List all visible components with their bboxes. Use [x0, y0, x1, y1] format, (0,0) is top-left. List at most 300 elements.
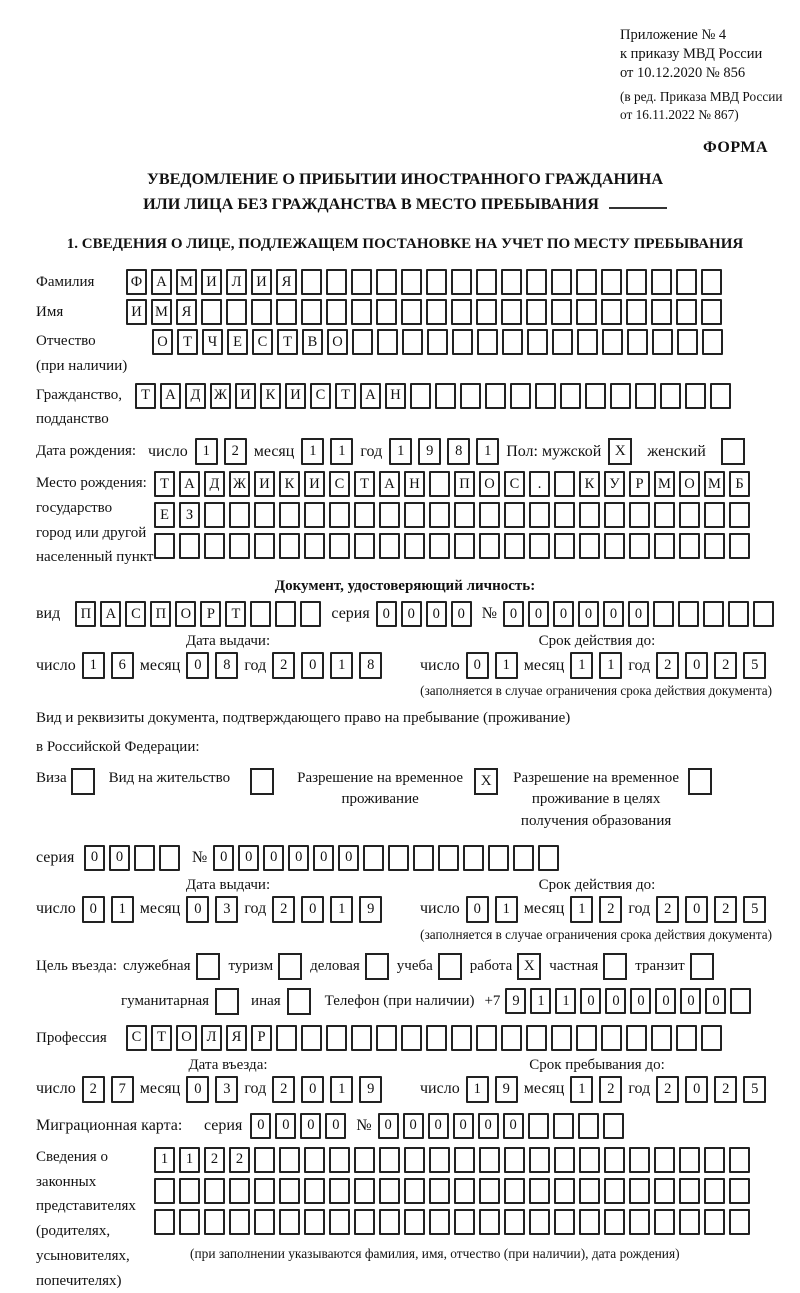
- char-cell[interactable]: [651, 1025, 672, 1051]
- char-cell[interactable]: В: [302, 329, 323, 355]
- char-cell[interactable]: [479, 1147, 500, 1173]
- char-cell[interactable]: Д: [204, 471, 225, 497]
- char-cell[interactable]: [426, 1025, 447, 1051]
- char-cell[interactable]: [488, 845, 509, 871]
- char-cell[interactable]: [576, 269, 597, 295]
- char-cell[interactable]: 0: [680, 988, 701, 1014]
- char-cell[interactable]: [604, 502, 625, 528]
- char-cell[interactable]: [652, 329, 673, 355]
- char-cell[interactable]: [379, 502, 400, 528]
- char-cell[interactable]: 0: [109, 845, 130, 871]
- char-cell[interactable]: [304, 1178, 325, 1204]
- char-cell[interactable]: [301, 299, 322, 325]
- char-cell[interactable]: [577, 329, 598, 355]
- char-cell[interactable]: [329, 502, 350, 528]
- char-cell[interactable]: [454, 1147, 475, 1173]
- char-cell[interactable]: 2: [272, 896, 295, 923]
- char-cell[interactable]: [454, 533, 475, 559]
- char-cell[interactable]: [351, 269, 372, 295]
- char-cell[interactable]: 0: [401, 601, 422, 627]
- char-cell[interactable]: [279, 1209, 300, 1235]
- char-cell[interactable]: [429, 471, 450, 497]
- char-cell[interactable]: 5: [743, 652, 766, 679]
- char-cell[interactable]: [276, 299, 297, 325]
- char-cell[interactable]: [729, 1209, 750, 1235]
- char-cell[interactable]: [134, 845, 155, 871]
- char-cell[interactable]: 8: [359, 652, 382, 679]
- char-cell[interactable]: [463, 845, 484, 871]
- char-cell[interactable]: [479, 1209, 500, 1235]
- char-cell[interactable]: 0: [528, 601, 549, 627]
- char-cell[interactable]: [529, 1209, 550, 1235]
- char-cell[interactable]: 5: [743, 1076, 766, 1103]
- char-cell[interactable]: [388, 845, 409, 871]
- char-cell[interactable]: [363, 845, 384, 871]
- char-cell[interactable]: Л: [226, 269, 247, 295]
- char-cell[interactable]: [279, 1147, 300, 1173]
- char-cell[interactable]: [610, 383, 631, 409]
- char-cell[interactable]: 0: [580, 988, 601, 1014]
- char-cell[interactable]: [504, 1178, 525, 1204]
- char-cell[interactable]: [454, 502, 475, 528]
- char-cell[interactable]: [329, 1178, 350, 1204]
- char-cell[interactable]: С: [125, 601, 146, 627]
- char-cell[interactable]: [329, 1147, 350, 1173]
- char-cell[interactable]: 0: [213, 845, 234, 871]
- char-cell[interactable]: 1: [330, 438, 353, 465]
- char-cell[interactable]: Я: [276, 269, 297, 295]
- char-cell[interactable]: [279, 533, 300, 559]
- char-cell[interactable]: [679, 502, 700, 528]
- char-cell[interactable]: А: [360, 383, 381, 409]
- char-cell[interactable]: [753, 601, 774, 627]
- char-cell[interactable]: 6: [111, 652, 134, 679]
- char-cell[interactable]: 1: [530, 988, 551, 1014]
- char-cell[interactable]: Ж: [229, 471, 250, 497]
- char-cell[interactable]: [204, 1209, 225, 1235]
- char-cell[interactable]: [476, 269, 497, 295]
- char-cell[interactable]: 0: [325, 1113, 346, 1139]
- char-cell[interactable]: [250, 601, 271, 627]
- char-cell[interactable]: 3: [215, 1076, 238, 1103]
- char-cell[interactable]: [604, 1178, 625, 1204]
- char-cell[interactable]: Т: [177, 329, 198, 355]
- char-cell[interactable]: Я: [226, 1025, 247, 1051]
- char-cell[interactable]: [301, 269, 322, 295]
- char-cell[interactable]: [304, 533, 325, 559]
- char-cell[interactable]: [701, 1025, 722, 1051]
- char-cell[interactable]: 0: [238, 845, 259, 871]
- purpose-private-checkbox[interactable]: [603, 953, 627, 980]
- char-cell[interactable]: Т: [225, 601, 246, 627]
- char-cell[interactable]: 2: [599, 896, 622, 923]
- char-cell[interactable]: 2: [204, 1147, 225, 1173]
- char-cell[interactable]: А: [179, 471, 200, 497]
- char-cell[interactable]: 0: [453, 1113, 474, 1139]
- char-cell[interactable]: [401, 1025, 422, 1051]
- char-cell[interactable]: 1: [570, 896, 593, 923]
- char-cell[interactable]: [352, 329, 373, 355]
- char-cell[interactable]: [552, 329, 573, 355]
- char-cell[interactable]: К: [579, 471, 600, 497]
- char-cell[interactable]: [351, 299, 372, 325]
- char-cell[interactable]: [551, 1025, 572, 1051]
- char-cell[interactable]: 1: [111, 896, 134, 923]
- char-cell[interactable]: [653, 601, 674, 627]
- char-cell[interactable]: С: [252, 329, 273, 355]
- char-cell[interactable]: [529, 1178, 550, 1204]
- char-cell[interactable]: [554, 533, 575, 559]
- char-cell[interactable]: Р: [200, 601, 221, 627]
- visa-checkbox[interactable]: [71, 768, 95, 795]
- char-cell[interactable]: С: [310, 383, 331, 409]
- char-cell[interactable]: М: [151, 299, 172, 325]
- char-cell[interactable]: [729, 502, 750, 528]
- char-cell[interactable]: 7: [111, 1076, 134, 1103]
- char-cell[interactable]: [229, 1209, 250, 1235]
- char-cell[interactable]: [579, 1209, 600, 1235]
- char-cell[interactable]: Т: [335, 383, 356, 409]
- char-cell[interactable]: Р: [251, 1025, 272, 1051]
- char-cell[interactable]: [626, 269, 647, 295]
- char-cell[interactable]: [551, 269, 572, 295]
- char-cell[interactable]: [704, 533, 725, 559]
- char-cell[interactable]: И: [201, 269, 222, 295]
- char-cell[interactable]: 0: [603, 601, 624, 627]
- char-cell[interactable]: 1: [599, 652, 622, 679]
- char-cell[interactable]: [703, 601, 724, 627]
- sex-female-checkbox[interactable]: [721, 438, 745, 465]
- char-cell[interactable]: [179, 1178, 200, 1204]
- char-cell[interactable]: [429, 1209, 450, 1235]
- char-cell[interactable]: О: [176, 1025, 197, 1051]
- char-cell[interactable]: [654, 1178, 675, 1204]
- char-cell[interactable]: [677, 329, 698, 355]
- char-cell[interactable]: [504, 1209, 525, 1235]
- char-cell[interactable]: 2: [656, 652, 679, 679]
- char-cell[interactable]: [460, 383, 481, 409]
- char-cell[interactable]: [454, 1178, 475, 1204]
- char-cell[interactable]: 1: [330, 896, 353, 923]
- char-cell[interactable]: [554, 1209, 575, 1235]
- char-cell[interactable]: Т: [354, 471, 375, 497]
- char-cell[interactable]: [154, 533, 175, 559]
- char-cell[interactable]: О: [327, 329, 348, 355]
- char-cell[interactable]: [535, 383, 556, 409]
- char-cell[interactable]: [429, 502, 450, 528]
- purpose-other-checkbox[interactable]: [287, 988, 311, 1015]
- char-cell[interactable]: [451, 1025, 472, 1051]
- char-cell[interactable]: 0: [186, 652, 209, 679]
- char-cell[interactable]: [676, 299, 697, 325]
- char-cell[interactable]: [635, 383, 656, 409]
- char-cell[interactable]: О: [679, 471, 700, 497]
- char-cell[interactable]: 2: [272, 1076, 295, 1103]
- char-cell[interactable]: [254, 1147, 275, 1173]
- char-cell[interactable]: [529, 502, 550, 528]
- char-cell[interactable]: 3: [215, 896, 238, 923]
- char-cell[interactable]: [204, 1178, 225, 1204]
- char-cell[interactable]: [304, 1209, 325, 1235]
- char-cell[interactable]: 0: [403, 1113, 424, 1139]
- char-cell[interactable]: [454, 1209, 475, 1235]
- char-cell[interactable]: [429, 1178, 450, 1204]
- char-cell[interactable]: 5: [743, 896, 766, 923]
- char-cell[interactable]: [629, 1209, 650, 1235]
- char-cell[interactable]: [654, 533, 675, 559]
- char-cell[interactable]: [179, 1209, 200, 1235]
- char-cell[interactable]: 1: [330, 1076, 353, 1103]
- char-cell[interactable]: П: [150, 601, 171, 627]
- char-cell[interactable]: И: [251, 269, 272, 295]
- char-cell[interactable]: Т: [135, 383, 156, 409]
- char-cell[interactable]: З: [179, 502, 200, 528]
- residence-permit-checkbox[interactable]: [250, 768, 274, 795]
- char-cell[interactable]: И: [235, 383, 256, 409]
- char-cell[interactable]: 0: [301, 1076, 324, 1103]
- char-cell[interactable]: [354, 1209, 375, 1235]
- char-cell[interactable]: [501, 299, 522, 325]
- char-cell[interactable]: [526, 1025, 547, 1051]
- char-cell[interactable]: [701, 269, 722, 295]
- char-cell[interactable]: 0: [263, 845, 284, 871]
- char-cell[interactable]: 9: [359, 896, 382, 923]
- char-cell[interactable]: [254, 1209, 275, 1235]
- char-cell[interactable]: [654, 1147, 675, 1173]
- char-cell[interactable]: 2: [714, 1076, 737, 1103]
- char-cell[interactable]: 9: [505, 988, 526, 1014]
- char-cell[interactable]: [654, 502, 675, 528]
- char-cell[interactable]: А: [160, 383, 181, 409]
- char-cell[interactable]: [452, 329, 473, 355]
- purpose-tourism-checkbox[interactable]: [278, 953, 302, 980]
- char-cell[interactable]: И: [126, 299, 147, 325]
- char-cell[interactable]: 1: [495, 896, 518, 923]
- char-cell[interactable]: 9: [495, 1076, 518, 1103]
- char-cell[interactable]: 0: [685, 1076, 708, 1103]
- char-cell[interactable]: 0: [628, 601, 649, 627]
- char-cell[interactable]: 0: [578, 601, 599, 627]
- char-cell[interactable]: Ж: [210, 383, 231, 409]
- char-cell[interactable]: [576, 299, 597, 325]
- char-cell[interactable]: [300, 601, 321, 627]
- char-cell[interactable]: 1: [466, 1076, 489, 1103]
- char-cell[interactable]: Т: [154, 471, 175, 497]
- char-cell[interactable]: [479, 533, 500, 559]
- char-cell[interactable]: [251, 299, 272, 325]
- char-cell[interactable]: 9: [418, 438, 441, 465]
- char-cell[interactable]: 8: [447, 438, 470, 465]
- char-cell[interactable]: Я: [176, 299, 197, 325]
- char-cell[interactable]: [679, 1147, 700, 1173]
- char-cell[interactable]: [379, 1178, 400, 1204]
- char-cell[interactable]: [679, 1209, 700, 1235]
- char-cell[interactable]: [377, 329, 398, 355]
- char-cell[interactable]: [279, 502, 300, 528]
- char-cell[interactable]: [477, 329, 498, 355]
- char-cell[interactable]: П: [75, 601, 96, 627]
- char-cell[interactable]: 8: [215, 652, 238, 679]
- char-cell[interactable]: [410, 383, 431, 409]
- char-cell[interactable]: [329, 1209, 350, 1235]
- char-cell[interactable]: Т: [277, 329, 298, 355]
- char-cell[interactable]: [413, 845, 434, 871]
- char-cell[interactable]: М: [654, 471, 675, 497]
- char-cell[interactable]: И: [285, 383, 306, 409]
- char-cell[interactable]: С: [329, 471, 350, 497]
- char-cell[interactable]: [676, 269, 697, 295]
- char-cell[interactable]: 0: [466, 652, 489, 679]
- char-cell[interactable]: И: [304, 471, 325, 497]
- char-cell[interactable]: [627, 329, 648, 355]
- char-cell[interactable]: [513, 845, 534, 871]
- char-cell[interactable]: [554, 502, 575, 528]
- char-cell[interactable]: 0: [288, 845, 309, 871]
- char-cell[interactable]: [710, 383, 731, 409]
- char-cell[interactable]: [304, 502, 325, 528]
- char-cell[interactable]: М: [176, 269, 197, 295]
- char-cell[interactable]: [254, 1178, 275, 1204]
- char-cell[interactable]: 0: [338, 845, 359, 871]
- char-cell[interactable]: [485, 383, 506, 409]
- char-cell[interactable]: М: [704, 471, 725, 497]
- char-cell[interactable]: 0: [630, 988, 651, 1014]
- char-cell[interactable]: [579, 533, 600, 559]
- purpose-study-checkbox[interactable]: [438, 953, 462, 980]
- char-cell[interactable]: .: [529, 471, 550, 497]
- char-cell[interactable]: [404, 1147, 425, 1173]
- char-cell[interactable]: 1: [330, 652, 353, 679]
- char-cell[interactable]: [729, 533, 750, 559]
- char-cell[interactable]: [304, 1147, 325, 1173]
- char-cell[interactable]: [426, 299, 447, 325]
- char-cell[interactable]: [438, 845, 459, 871]
- char-cell[interactable]: [602, 329, 623, 355]
- char-cell[interactable]: [401, 299, 422, 325]
- char-cell[interactable]: [679, 1178, 700, 1204]
- char-cell[interactable]: 1: [476, 438, 499, 465]
- char-cell[interactable]: [301, 1025, 322, 1051]
- char-cell[interactable]: С: [504, 471, 525, 497]
- char-cell[interactable]: [528, 1113, 549, 1139]
- char-cell[interactable]: П: [454, 471, 475, 497]
- char-cell[interactable]: 0: [426, 601, 447, 627]
- char-cell[interactable]: 0: [605, 988, 626, 1014]
- char-cell[interactable]: [676, 1025, 697, 1051]
- char-cell[interactable]: С: [126, 1025, 147, 1051]
- char-cell[interactable]: [504, 1147, 525, 1173]
- char-cell[interactable]: 1: [179, 1147, 200, 1173]
- char-cell[interactable]: [730, 988, 751, 1014]
- char-cell[interactable]: К: [279, 471, 300, 497]
- char-cell[interactable]: [704, 1147, 725, 1173]
- char-cell[interactable]: Р: [629, 471, 650, 497]
- char-cell[interactable]: [254, 502, 275, 528]
- char-cell[interactable]: О: [175, 601, 196, 627]
- purpose-official-checkbox[interactable]: [196, 953, 220, 980]
- char-cell[interactable]: [229, 533, 250, 559]
- char-cell[interactable]: [404, 1209, 425, 1235]
- char-cell[interactable]: [326, 299, 347, 325]
- char-cell[interactable]: [354, 502, 375, 528]
- char-cell[interactable]: 0: [451, 601, 472, 627]
- char-cell[interactable]: [404, 502, 425, 528]
- purpose-work-checkbox[interactable]: X: [517, 953, 541, 980]
- char-cell[interactable]: Н: [385, 383, 406, 409]
- char-cell[interactable]: К: [260, 383, 281, 409]
- char-cell[interactable]: [479, 502, 500, 528]
- char-cell[interactable]: [576, 1025, 597, 1051]
- char-cell[interactable]: [604, 1209, 625, 1235]
- temp-residence-checkbox[interactable]: X: [474, 768, 498, 795]
- char-cell[interactable]: 1: [570, 652, 593, 679]
- char-cell[interactable]: 2: [714, 652, 737, 679]
- char-cell[interactable]: [704, 1209, 725, 1235]
- char-cell[interactable]: [553, 1113, 574, 1139]
- char-cell[interactable]: 0: [300, 1113, 321, 1139]
- char-cell[interactable]: [626, 1025, 647, 1051]
- char-cell[interactable]: 0: [466, 896, 489, 923]
- char-cell[interactable]: 0: [378, 1113, 399, 1139]
- char-cell[interactable]: У: [604, 471, 625, 497]
- char-cell[interactable]: [601, 299, 622, 325]
- char-cell[interactable]: [704, 502, 725, 528]
- char-cell[interactable]: [604, 533, 625, 559]
- char-cell[interactable]: [529, 533, 550, 559]
- char-cell[interactable]: О: [152, 329, 173, 355]
- char-cell[interactable]: 1: [154, 1147, 175, 1173]
- char-cell[interactable]: [451, 269, 472, 295]
- char-cell[interactable]: [476, 299, 497, 325]
- char-cell[interactable]: 2: [656, 896, 679, 923]
- char-cell[interactable]: [554, 471, 575, 497]
- char-cell[interactable]: [501, 269, 522, 295]
- char-cell[interactable]: [354, 533, 375, 559]
- char-cell[interactable]: 0: [478, 1113, 499, 1139]
- char-cell[interactable]: [504, 533, 525, 559]
- char-cell[interactable]: 0: [301, 896, 324, 923]
- char-cell[interactable]: 9: [359, 1076, 382, 1103]
- char-cell[interactable]: [429, 533, 450, 559]
- char-cell[interactable]: [379, 533, 400, 559]
- char-cell[interactable]: [629, 1178, 650, 1204]
- char-cell[interactable]: 1: [195, 438, 218, 465]
- char-cell[interactable]: 0: [685, 652, 708, 679]
- char-cell[interactable]: [401, 269, 422, 295]
- char-cell[interactable]: 2: [656, 1076, 679, 1103]
- char-cell[interactable]: [526, 269, 547, 295]
- char-cell[interactable]: [685, 383, 706, 409]
- char-cell[interactable]: [510, 383, 531, 409]
- char-cell[interactable]: Н: [404, 471, 425, 497]
- char-cell[interactable]: [603, 1113, 624, 1139]
- char-cell[interactable]: [451, 299, 472, 325]
- purpose-business-checkbox[interactable]: [365, 953, 389, 980]
- char-cell[interactable]: 0: [186, 1076, 209, 1103]
- char-cell[interactable]: [502, 329, 523, 355]
- char-cell[interactable]: [501, 1025, 522, 1051]
- char-cell[interactable]: 0: [275, 1113, 296, 1139]
- char-cell[interactable]: [654, 1209, 675, 1235]
- char-cell[interactable]: 0: [685, 896, 708, 923]
- char-cell[interactable]: [229, 502, 250, 528]
- char-cell[interactable]: [427, 329, 448, 355]
- char-cell[interactable]: [504, 502, 525, 528]
- char-cell[interactable]: [275, 601, 296, 627]
- char-cell[interactable]: Д: [185, 383, 206, 409]
- char-cell[interactable]: [204, 533, 225, 559]
- char-cell[interactable]: Ч: [202, 329, 223, 355]
